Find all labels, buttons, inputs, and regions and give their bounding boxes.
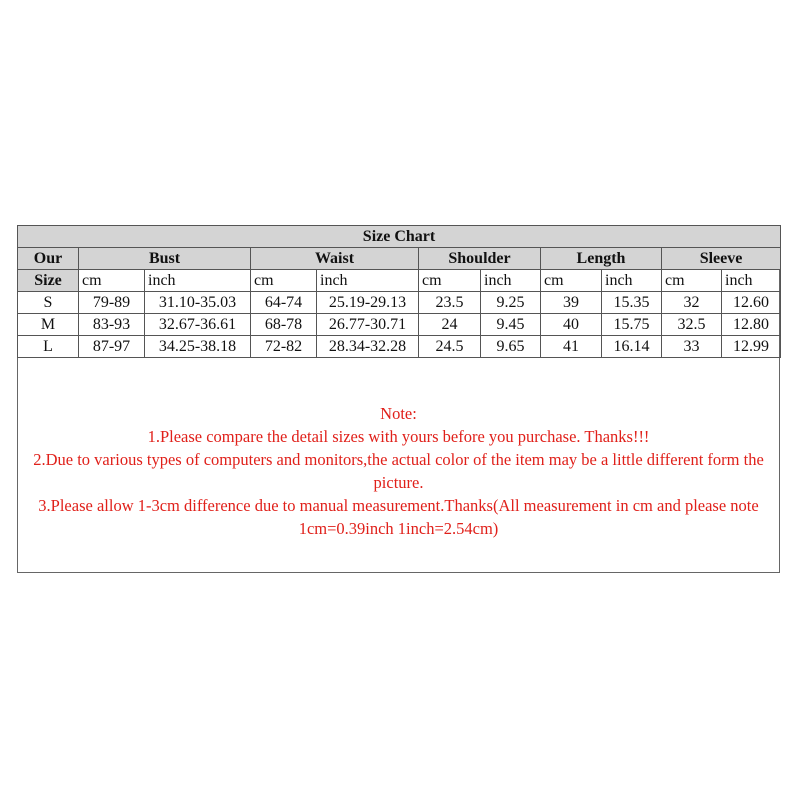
note-line-3: 3.Please allow 1-3cm difference due to manual measurement.Thanks(All measurement in cm and please note 1cm=0.39inch 1inch=2.54cm) [38,496,759,538]
size-cell: S [18,292,79,314]
unit-header-cm: cm [419,270,481,292]
value-cell: 68-78 [251,314,317,336]
size-chart-panel [17,225,780,573]
value-cell: 12.80 [722,314,781,336]
group-header-bust: Bust [79,248,251,270]
value-cell: 24 [419,314,481,336]
unit-header-cm: cm [79,270,145,292]
group-header-sleeve: Sleeve [662,248,781,270]
value-cell: 23.5 [419,292,481,314]
value-cell: 25.19-29.13 [317,292,419,314]
value-cell: 32.5 [662,314,722,336]
unit-header-inch: inch [722,270,781,292]
value-cell: 15.35 [602,292,662,314]
group-header-waist: Waist [251,248,419,270]
value-cell: 34.25-38.18 [145,336,251,358]
value-cell: 31.10-35.03 [145,292,251,314]
value-cell: 32 [662,292,722,314]
value-cell: 79-89 [79,292,145,314]
value-cell: 32.67-36.61 [145,314,251,336]
value-cell: 83-93 [79,314,145,336]
value-cell: 39 [541,292,602,314]
value-cell: 9.25 [481,292,541,314]
value-cell: 12.99 [722,336,781,358]
unit-header-inch: inch [602,270,662,292]
size-chart-table [17,225,781,358]
value-cell: 9.45 [481,314,541,336]
our-size-label-bottom: Size [18,270,79,292]
value-cell: 9.65 [481,336,541,358]
value-cell: 26.77-30.71 [317,314,419,336]
table-row [18,336,781,358]
value-cell: 33 [662,336,722,358]
value-cell: 28.34-32.28 [317,336,419,358]
value-cell: 41 [541,336,602,358]
unit-header-cm: cm [662,270,722,292]
notes-block [18,402,779,540]
value-cell: 15.75 [602,314,662,336]
size-cell: L [18,336,79,358]
value-cell: 16.14 [602,336,662,358]
unit-header-cm: cm [541,270,602,292]
unit-header-cm: cm [251,270,317,292]
unit-header-inch: inch [481,270,541,292]
size-cell: M [18,314,79,336]
value-cell: 72-82 [251,336,317,358]
group-header-length: Length [541,248,662,270]
value-cell: 64-74 [251,292,317,314]
value-cell: 12.60 [722,292,781,314]
group-header-shoulder: Shoulder [419,248,541,270]
value-cell: 24.5 [419,336,481,358]
our-size-label-top: Our [18,248,79,270]
notes-heading: Note: [380,404,417,423]
value-cell: 87-97 [79,336,145,358]
chart-title: Size Chart [18,226,781,248]
unit-header-inch: inch [145,270,251,292]
unit-header-inch: inch [317,270,419,292]
table-row [18,292,781,314]
value-cell: 40 [541,314,602,336]
table-row [18,314,781,336]
note-line-2: 2.Due to various types of computers and monitors,the actual color of the item may be a little different form the picture. [33,450,764,492]
note-line-1: 1.Please compare the detail sizes with yours before you purchase. Thanks!!! [147,427,650,446]
